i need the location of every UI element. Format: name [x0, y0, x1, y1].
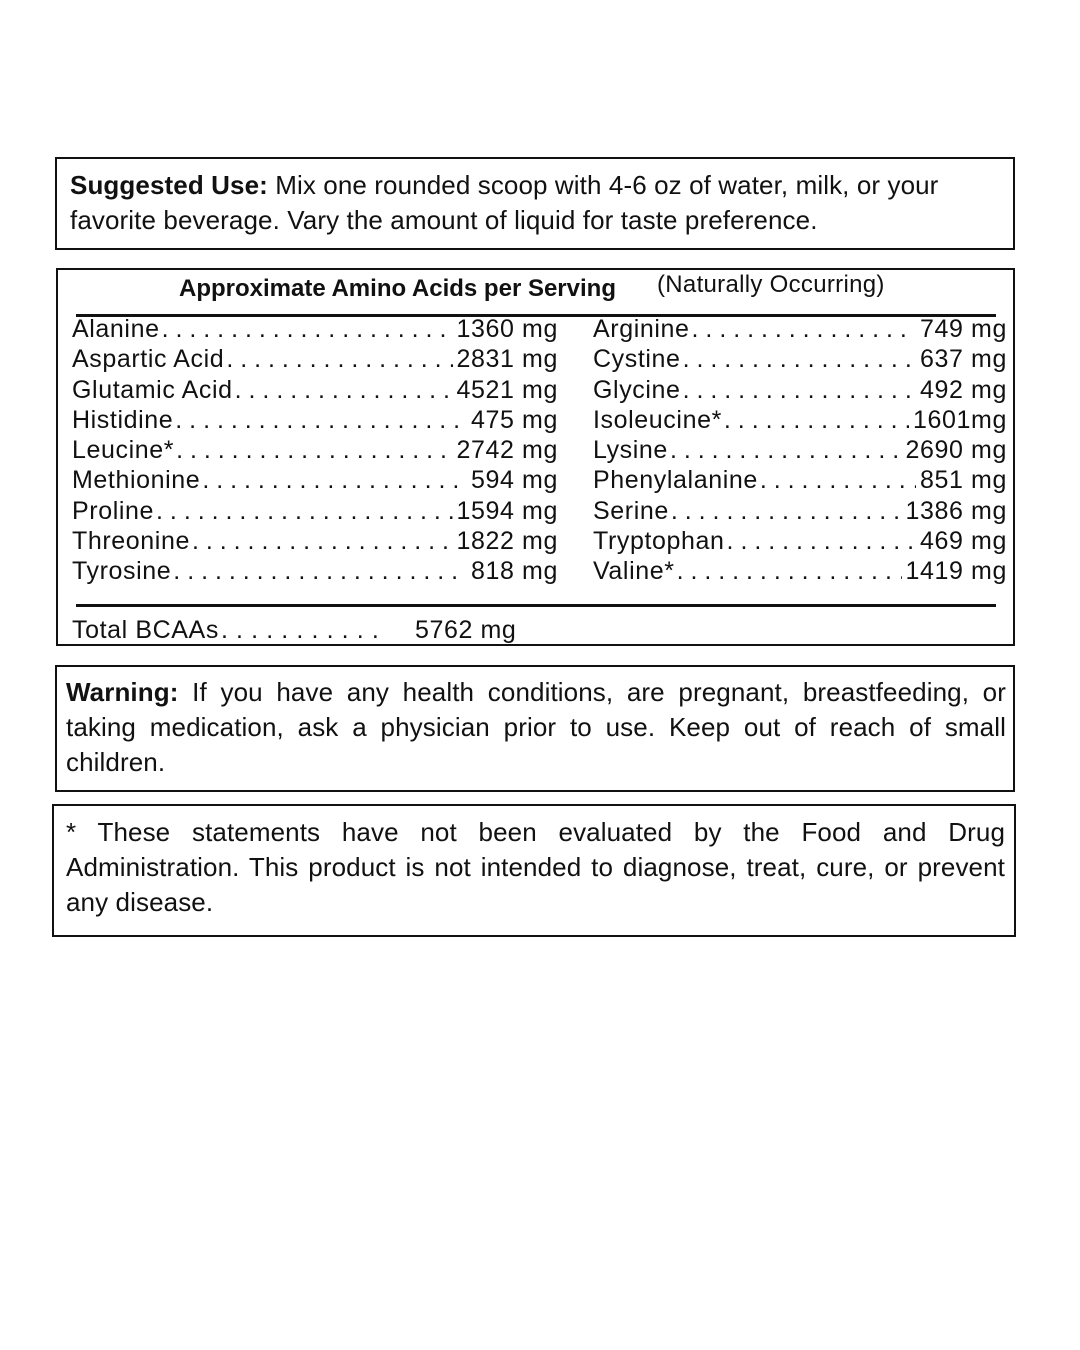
amino-name: Isoleucine* — [593, 405, 722, 434]
amino-row — [72, 345, 558, 375]
amino-name: Cystine — [593, 345, 681, 374]
dot-leader — [681, 345, 916, 374]
amino-row — [593, 406, 1007, 436]
amino-name: Tyrosine — [72, 557, 172, 586]
amino-row — [72, 315, 558, 345]
amino-right-column — [593, 315, 1007, 588]
suggested-use-paragraph — [70, 168, 1005, 238]
amino-row — [72, 527, 558, 557]
amino-amount: 2742 mg — [456, 436, 558, 465]
amino-name: Valine* — [593, 557, 675, 586]
suggested-use-label: Suggested Use: — [70, 170, 268, 200]
amino-amount: 1386 mg — [905, 496, 1007, 525]
dot-leader — [669, 497, 902, 526]
dot-leader — [224, 345, 452, 374]
amino-row — [72, 436, 558, 466]
dot-leader — [675, 557, 902, 586]
suggested-use-box — [55, 157, 1015, 250]
amino-amount: 469 mg — [920, 527, 1007, 556]
dot-leader — [725, 527, 916, 556]
amino-name: Aspartic Acid — [72, 345, 225, 374]
amino-name: Glutamic Acid — [72, 375, 233, 404]
amino-amount: 1601mg — [913, 405, 1007, 434]
amino-name: Methionine — [72, 466, 201, 495]
amino-amount: 594 mg — [471, 466, 558, 495]
suggested-use-text: Mix one rounded scoop with 4-6 oz of water, milk, or your favorite beverage. Vary the amount of liquid for taste preference. — [70, 170, 939, 235]
amino-amount: 1822 mg — [456, 527, 558, 556]
total-bcaas-row — [72, 616, 552, 645]
amino-name: Arginine — [593, 315, 690, 343]
dot-leader — [690, 315, 916, 344]
amino-amount: 4521 mg — [456, 375, 558, 404]
amino-row — [72, 466, 558, 496]
amino-name: Glycine — [593, 375, 681, 404]
amino-name: Threonine — [72, 527, 190, 556]
amino-name: Serine — [593, 496, 669, 525]
amino-row — [72, 557, 558, 587]
amino-name: Tryptophan — [593, 527, 725, 556]
amino-row — [593, 527, 1007, 557]
amino-name: Alanine — [72, 315, 160, 343]
dot-leader — [190, 527, 453, 556]
amino-acids-panel — [56, 268, 1015, 646]
amino-row — [72, 406, 558, 436]
total-bcaas-label: Total BCAAs — [72, 616, 219, 644]
amino-name: Leucine* — [72, 436, 175, 465]
total-bcaas-amount: 5762 mg — [414, 616, 517, 644]
dot-leader — [200, 466, 467, 495]
amino-name: Phenylalanine — [593, 466, 758, 495]
dot-leader — [160, 315, 453, 344]
amino-table-title: Approximate Amino Acids per Serving — [179, 275, 616, 302]
dot-leader — [154, 497, 452, 526]
amino-row — [593, 315, 1007, 345]
dot-leader — [681, 376, 916, 405]
warning-text: If you have any health conditions, are pregnant, breastfeeding, or taking medication, ask a physician prior to use. Keep out of reach of small children. — [66, 677, 1006, 777]
dot-leader — [668, 436, 902, 465]
amino-name: Histidine — [72, 405, 174, 434]
amino-row — [593, 466, 1007, 496]
amino-name: Lysine — [593, 436, 668, 465]
amino-amount: 1360 mg — [456, 315, 558, 343]
amino-amount: 2690 mg — [905, 436, 1007, 465]
amino-amount: 475 mg — [471, 405, 558, 434]
fda-disclaimer-text: * These statements have not been evaluated by the Food and Drug Administration. This product is not intended to diagnose, treat, cure, or prevent any disease. — [66, 817, 1005, 917]
amino-amount: 1594 mg — [456, 496, 558, 525]
warning-label: Warning: — [66, 677, 179, 707]
total-divider — [76, 604, 996, 607]
amino-row — [593, 497, 1007, 527]
amino-amount: 492 mg — [920, 375, 1007, 404]
warning-paragraph — [66, 675, 1006, 780]
dot-leader — [173, 406, 467, 435]
amino-amount: 818 mg — [471, 557, 558, 586]
dot-leader — [219, 616, 389, 645]
dot-leader — [233, 376, 453, 405]
dot-leader — [758, 466, 916, 495]
amino-amount: 637 mg — [920, 345, 1007, 374]
dot-leader — [174, 436, 452, 465]
amino-amount: 1419 mg — [905, 557, 1007, 586]
dot-leader — [171, 557, 467, 586]
amino-table-subtitle: (Naturally Occurring) — [657, 271, 885, 298]
amino-row — [72, 497, 558, 527]
amino-amount: 749 mg — [920, 315, 1007, 343]
amino-name: Proline — [72, 496, 155, 525]
amino-table-header — [58, 270, 1013, 314]
amino-row — [593, 345, 1007, 375]
amino-amount: 851 mg — [920, 466, 1007, 495]
amino-amount: 2831 mg — [456, 345, 558, 374]
amino-row — [593, 436, 1007, 466]
amino-row — [593, 376, 1007, 406]
fda-disclaimer-box — [52, 804, 1016, 937]
warning-box — [55, 665, 1015, 792]
dot-leader — [722, 406, 909, 435]
amino-left-column — [72, 315, 558, 588]
amino-row — [72, 376, 558, 406]
amino-row — [593, 557, 1007, 587]
